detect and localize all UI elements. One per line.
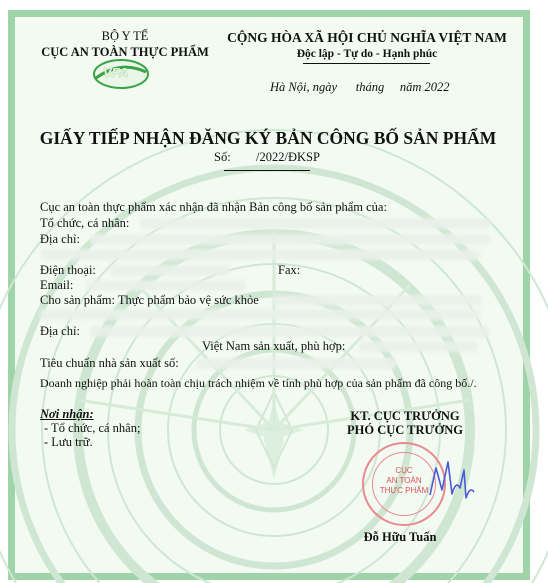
agency-name: CỤC AN TOÀN THỰC PHẨM [41,45,209,59]
stamp-text-line1: CỤC [395,466,413,475]
motto-underline [303,63,430,64]
ministry-name: BỘ Y TẾ [101,29,149,43]
number-underline [224,170,310,171]
origin-line: Việt Nam sản xuất, phù hợp: [202,339,346,353]
number-label: Số: [214,150,231,164]
handwritten-signature [420,450,480,510]
standard-line: Tiêu chuẩn nhà sản xuất số: [40,356,179,370]
redacted-address [90,234,490,245]
email-label: Email: [40,278,74,292]
fax-label: Fax: [278,263,301,277]
address-label: Địa chỉ: [40,232,80,246]
place-date: Hà Nội, ngày tháng năm 2022 [270,80,450,94]
redacted-product [272,295,482,306]
stamp-text-line3: THỰC PHẨM [379,486,429,495]
signer-title-2: PHÓ CỤC TRƯỞNG [347,423,463,437]
phone-label: Điện thoại: [40,263,96,277]
redacted-address2 [90,326,490,337]
recipient-item: - Lưu trữ. [44,435,93,449]
motto: Độc lập - Tự do - Hạnh phúc [296,48,438,60]
stamp-text-line2: AN TOÀN [386,476,422,485]
redacted-standard [196,358,396,369]
recipient-item: - Tổ chức, cá nhân; [44,421,141,435]
redacted-product-line2 [40,309,480,320]
address2-label: Địa chỉ: [40,324,80,338]
logo-text: VFA [103,65,129,80]
redacted-address-line2 [40,249,480,260]
document-title: GIẤY TIẾP NHẬN ĐĂNG KÝ BẢN CÔNG BỐ SẢN PHẨM [39,128,497,148]
product-line: Cho sản phẩm: Thực phẩm bảo vệ sức khỏe [40,293,259,307]
redacted-org [140,218,490,229]
nation-name: CỘNG HÒA XÃ HỘI CHỦ NGHĨA VIỆT NAM [227,30,507,45]
recipients-heading: Nơi nhận: [40,407,94,421]
responsibility-line: Doanh nghiệp phải hoàn toàn chịu trách nhiệm về tính phù hợp của sản phẩm đã công bố./. [40,376,477,390]
redacted-email [86,280,246,291]
intro-line: Cục an toàn thực phẩm xác nhận đã nhận Bản công bố sản phẩm của: [40,200,387,214]
signer-name: Đỗ Hữu Tuấn [363,530,437,544]
number-value: /2022/ĐKSP [256,150,320,164]
redacted-phone [110,265,230,276]
org-label: Tổ chức, cá nhân: [40,216,130,230]
redacted-origin [358,341,478,352]
signer-title-1: KT. CỤC TRƯỞNG [350,409,460,423]
